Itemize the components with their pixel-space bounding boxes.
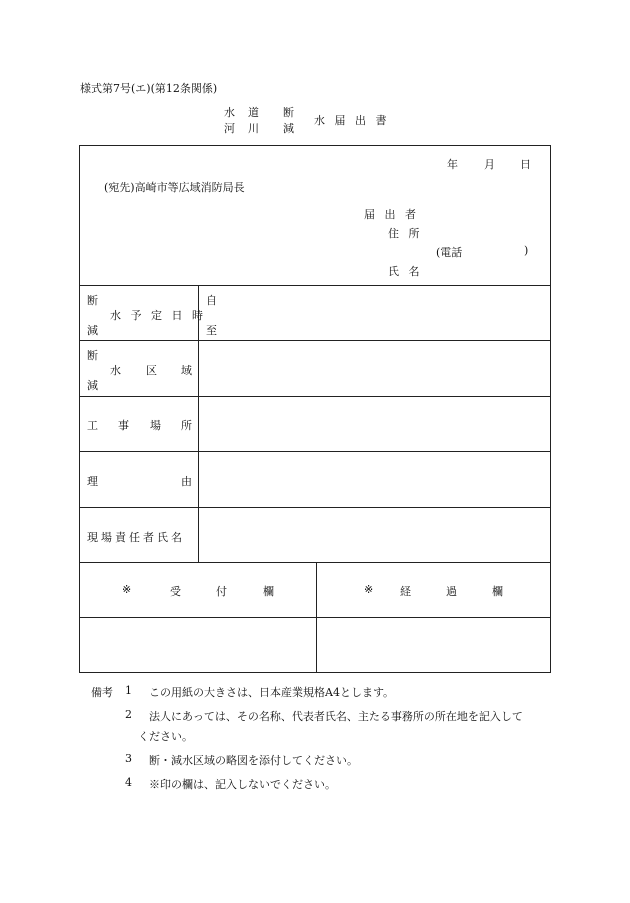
phone-open: (電話: [436, 246, 463, 259]
applicant-label: 届 出 者: [364, 208, 419, 221]
title-left-top-2: 道: [248, 106, 259, 119]
row-divider: [80, 562, 550, 563]
note-4-text: ※印の欄は、記入しないでください。: [149, 778, 336, 791]
reason-label-1: 理: [87, 475, 98, 488]
progress-char-2: 過: [446, 585, 457, 598]
reception-char-1: 受: [170, 585, 181, 598]
form-number: 様式第7号(エ)(第12条関係): [80, 82, 218, 95]
reception-char-2: 付: [216, 585, 227, 598]
notes-heading: 備考: [91, 686, 113, 699]
area-label-middle-1: 水: [110, 364, 121, 377]
address-label: 住 所: [388, 227, 423, 240]
area-label-middle-2: 区: [146, 364, 157, 377]
site-label-1: 工: [87, 419, 98, 432]
row-divider: [80, 617, 550, 618]
note-2-num: 2: [125, 708, 132, 721]
row-divider: [80, 451, 550, 452]
reception-char-3: 欄: [263, 585, 274, 598]
site-label-4: 所: [181, 419, 192, 432]
area-label-bottom: 減: [87, 379, 98, 392]
progress-char-3: 欄: [492, 585, 503, 598]
row-divider: [80, 507, 550, 508]
note-2-cont: ください。: [138, 730, 193, 743]
row-divider: [80, 340, 550, 341]
title-mid-bottom: 減: [283, 122, 294, 135]
label-column-divider: [198, 285, 199, 562]
date-year: 年: [447, 158, 458, 171]
schedule-to: 至: [206, 324, 217, 337]
name-label: 氏 名: [388, 265, 423, 278]
title-left-bottom-1: 河: [224, 122, 235, 135]
schedule-label-top: 断: [87, 294, 98, 307]
title-right: 水 届 出 書: [314, 114, 390, 127]
phone-close: ): [524, 244, 529, 257]
title-left-bottom-2: 川: [248, 122, 259, 135]
note-1-text: この用紙の大きさは、日本産業規格A4とします。: [149, 686, 395, 699]
reception-mark: ※: [122, 583, 132, 596]
form-table: [79, 145, 551, 673]
site-label-3: 場: [150, 419, 161, 432]
note-2-text: 法人にあっては、その名称、代表者氏名、主たる事務所の所在地を記入して: [149, 710, 523, 723]
date-day: 日: [520, 158, 531, 171]
site-label-2: 事: [118, 419, 129, 432]
reason-label-2: 由: [181, 475, 192, 488]
note-1-num: 1: [125, 684, 132, 697]
schedule-from: 自: [206, 294, 217, 307]
schedule-label-bottom: 減: [87, 324, 98, 337]
row-divider: [80, 396, 550, 397]
bottom-column-divider: [316, 562, 317, 672]
note-3-text: 断・減水区域の略図を添付してください。: [149, 754, 358, 767]
schedule-label-middle: 水 予 定 日 時: [110, 309, 206, 322]
note-4-num: 4: [125, 776, 132, 789]
progress-char-1: 経: [400, 585, 411, 598]
date-month: 月: [484, 158, 495, 171]
note-3-num: 3: [125, 752, 132, 765]
manager-label: 現場責任者氏名: [87, 531, 185, 544]
title-mid-top: 断: [283, 106, 294, 119]
title-left-top-1: 水: [224, 106, 235, 119]
area-label-middle-3: 域: [181, 364, 192, 377]
progress-mark: ※: [364, 583, 374, 596]
addressee: (宛先)高崎市等広域消防局長: [104, 181, 245, 194]
row-divider: [80, 285, 550, 286]
area-label-top: 断: [87, 349, 98, 362]
